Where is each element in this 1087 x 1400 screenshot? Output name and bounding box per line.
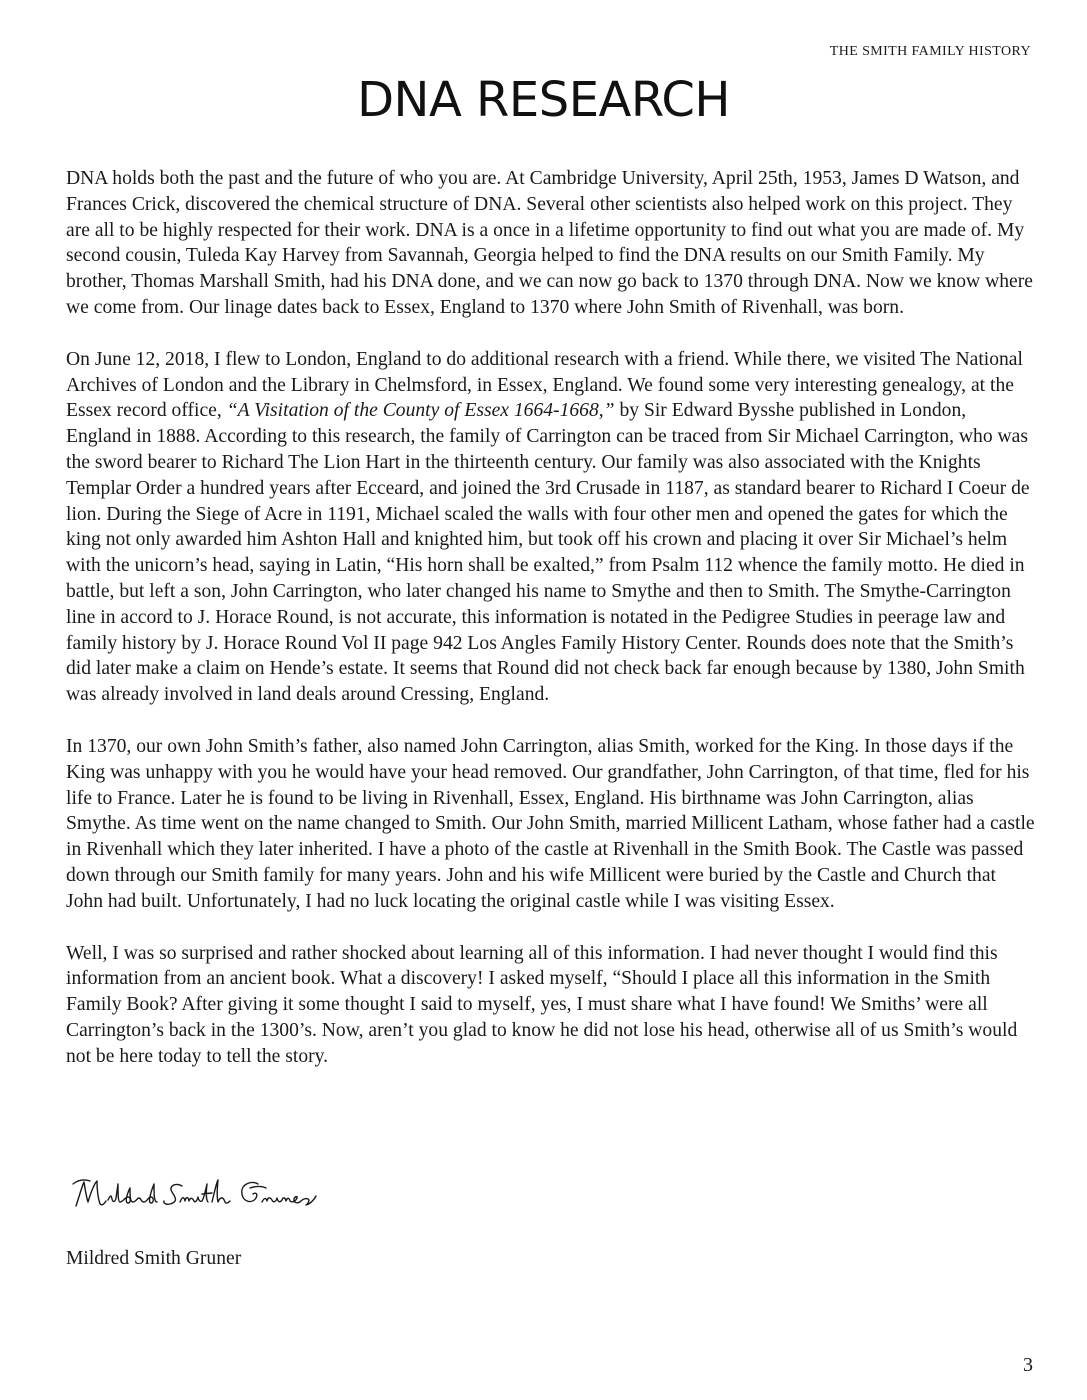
paragraph-dna-intro: DNA holds both the past and the future of who you are. At Cambridge University, April 25th, 1953, James D Watson, and Frances Crick, discovered the chemical structure of DNA. Several other scientists also helped work on this project. They are all to be highly respected for their work. DNA is a once in a lifetime opportunity to find out what you are made of. My second cousin, Tuleda Kay Harvey from Savannah, Georgia helped to find the DNA results on our Smith Family. My brother, Thomas Marshall Smith, had his DNA done, and we can now go back to 1370 through DNA. Now we know where we come from. Our linage dates back to Essex, England to 1370 where John Smith of Rivenhall, was born. bbox=[66, 168, 1033, 318]
paragraph-family-history: In 1370, our own John Smith’s father, also named John Carrington, alias Smith, worked for the King. In those days if the King was unhappy with you he would have your head removed. Our grandfather, John Carrington, of that time, fled for his life to France. Later he is found to be living in Rivenhall, Essex, England. His birthname was John Carrington, alias Smythe. As time went on the name changed to Smith. Our John Smith, married Millicent Latham, whose father had a castle in Rivenhall which they later inherited. I have a photo of the castle at Rivenhall in the Smith Book. The Castle was passed down through our Smith family for many years. John and his wife Millicent were buried by the Castle and Church that John had built. Unfortunately, I had no luck locating the original castle while I was visiting Essex. bbox=[66, 735, 1035, 912]
paragraph-london-research bbox=[66, 347, 1036, 708]
paragraph-text: by Sir Edward Bysshe published in London, England in 1888. According to this research, the family of Carrington can be traced from Sir Michael Carrington, who was the sword bearer to Richard The Lion Hart in the thirteenth century. Our family was also associated with the Knights Templar Order a hundred years after Ecceard, and joined the 3rd Crusade in 1187, as standard bearer to Richard I Coeur de lion. During the Siege of Acre in 1191, Michael scaled the walls with four other men and opened the gates for which the king not only awarded him Ashton Hall and knighted him, but took off his crown and placing it over Sir Michael’s helm with the unicorn’s head, saying in Latin, “His horn shall be exalted,” from Psalm 112 whence the family motto. He died in battle, but left a son, John Carrington, who later changed his name to Smythe and then to Smith. The Smythe-Carrington line in accord to J. Horace Round, is not accurate, this information is notated in the Pedigree Studies in peerage law and family history by J. Horace Round Vol II page 942 Los Angles Family History Center. Rounds does note that the Smith’s did later make a claim on Hende’s estate. It seems that Round did not check back far enough because by 1380, John Smith was already involved in land deals around Cressing, England. bbox=[66, 400, 1030, 706]
signer-name: Mildred Smith Gruner bbox=[66, 1248, 242, 1269]
handwritten-signature bbox=[70, 1172, 320, 1220]
page-number: 3 bbox=[1023, 1354, 1033, 1376]
book-title: “A Visitation of the County of Essex 1664-1668,” bbox=[226, 400, 615, 422]
paragraph-conclusion: Well, I was so surprised and rather shocked about learning all of this information. I had never thought I would find this information from an ancient book. What a discovery! I asked myself, “Should I place all this information in the Smith Family Book? After giving it some thought I said to myself, yes, I must share what I have found! We Smiths’ were all Carrington’s back in the 1300’s. Now, aren’t you glad to know he did not lose his head, otherwise all of us Smith’s would not be here today to tell the story. bbox=[66, 942, 1018, 1067]
article-body bbox=[66, 166, 1036, 1096]
paragraph-text: On June 12, 2018, I flew to London, England to do additional research with a friend. While there, we visited The National Archives of London and the Library in Chelmsford, in Essex, England. We found some very interesting genealogy, at the Essex record office, bbox=[66, 348, 1023, 422]
running-header: THE SMITH FAMILY HISTORY bbox=[829, 44, 1031, 59]
page-title: DNA RESEARCH bbox=[357, 72, 730, 128]
